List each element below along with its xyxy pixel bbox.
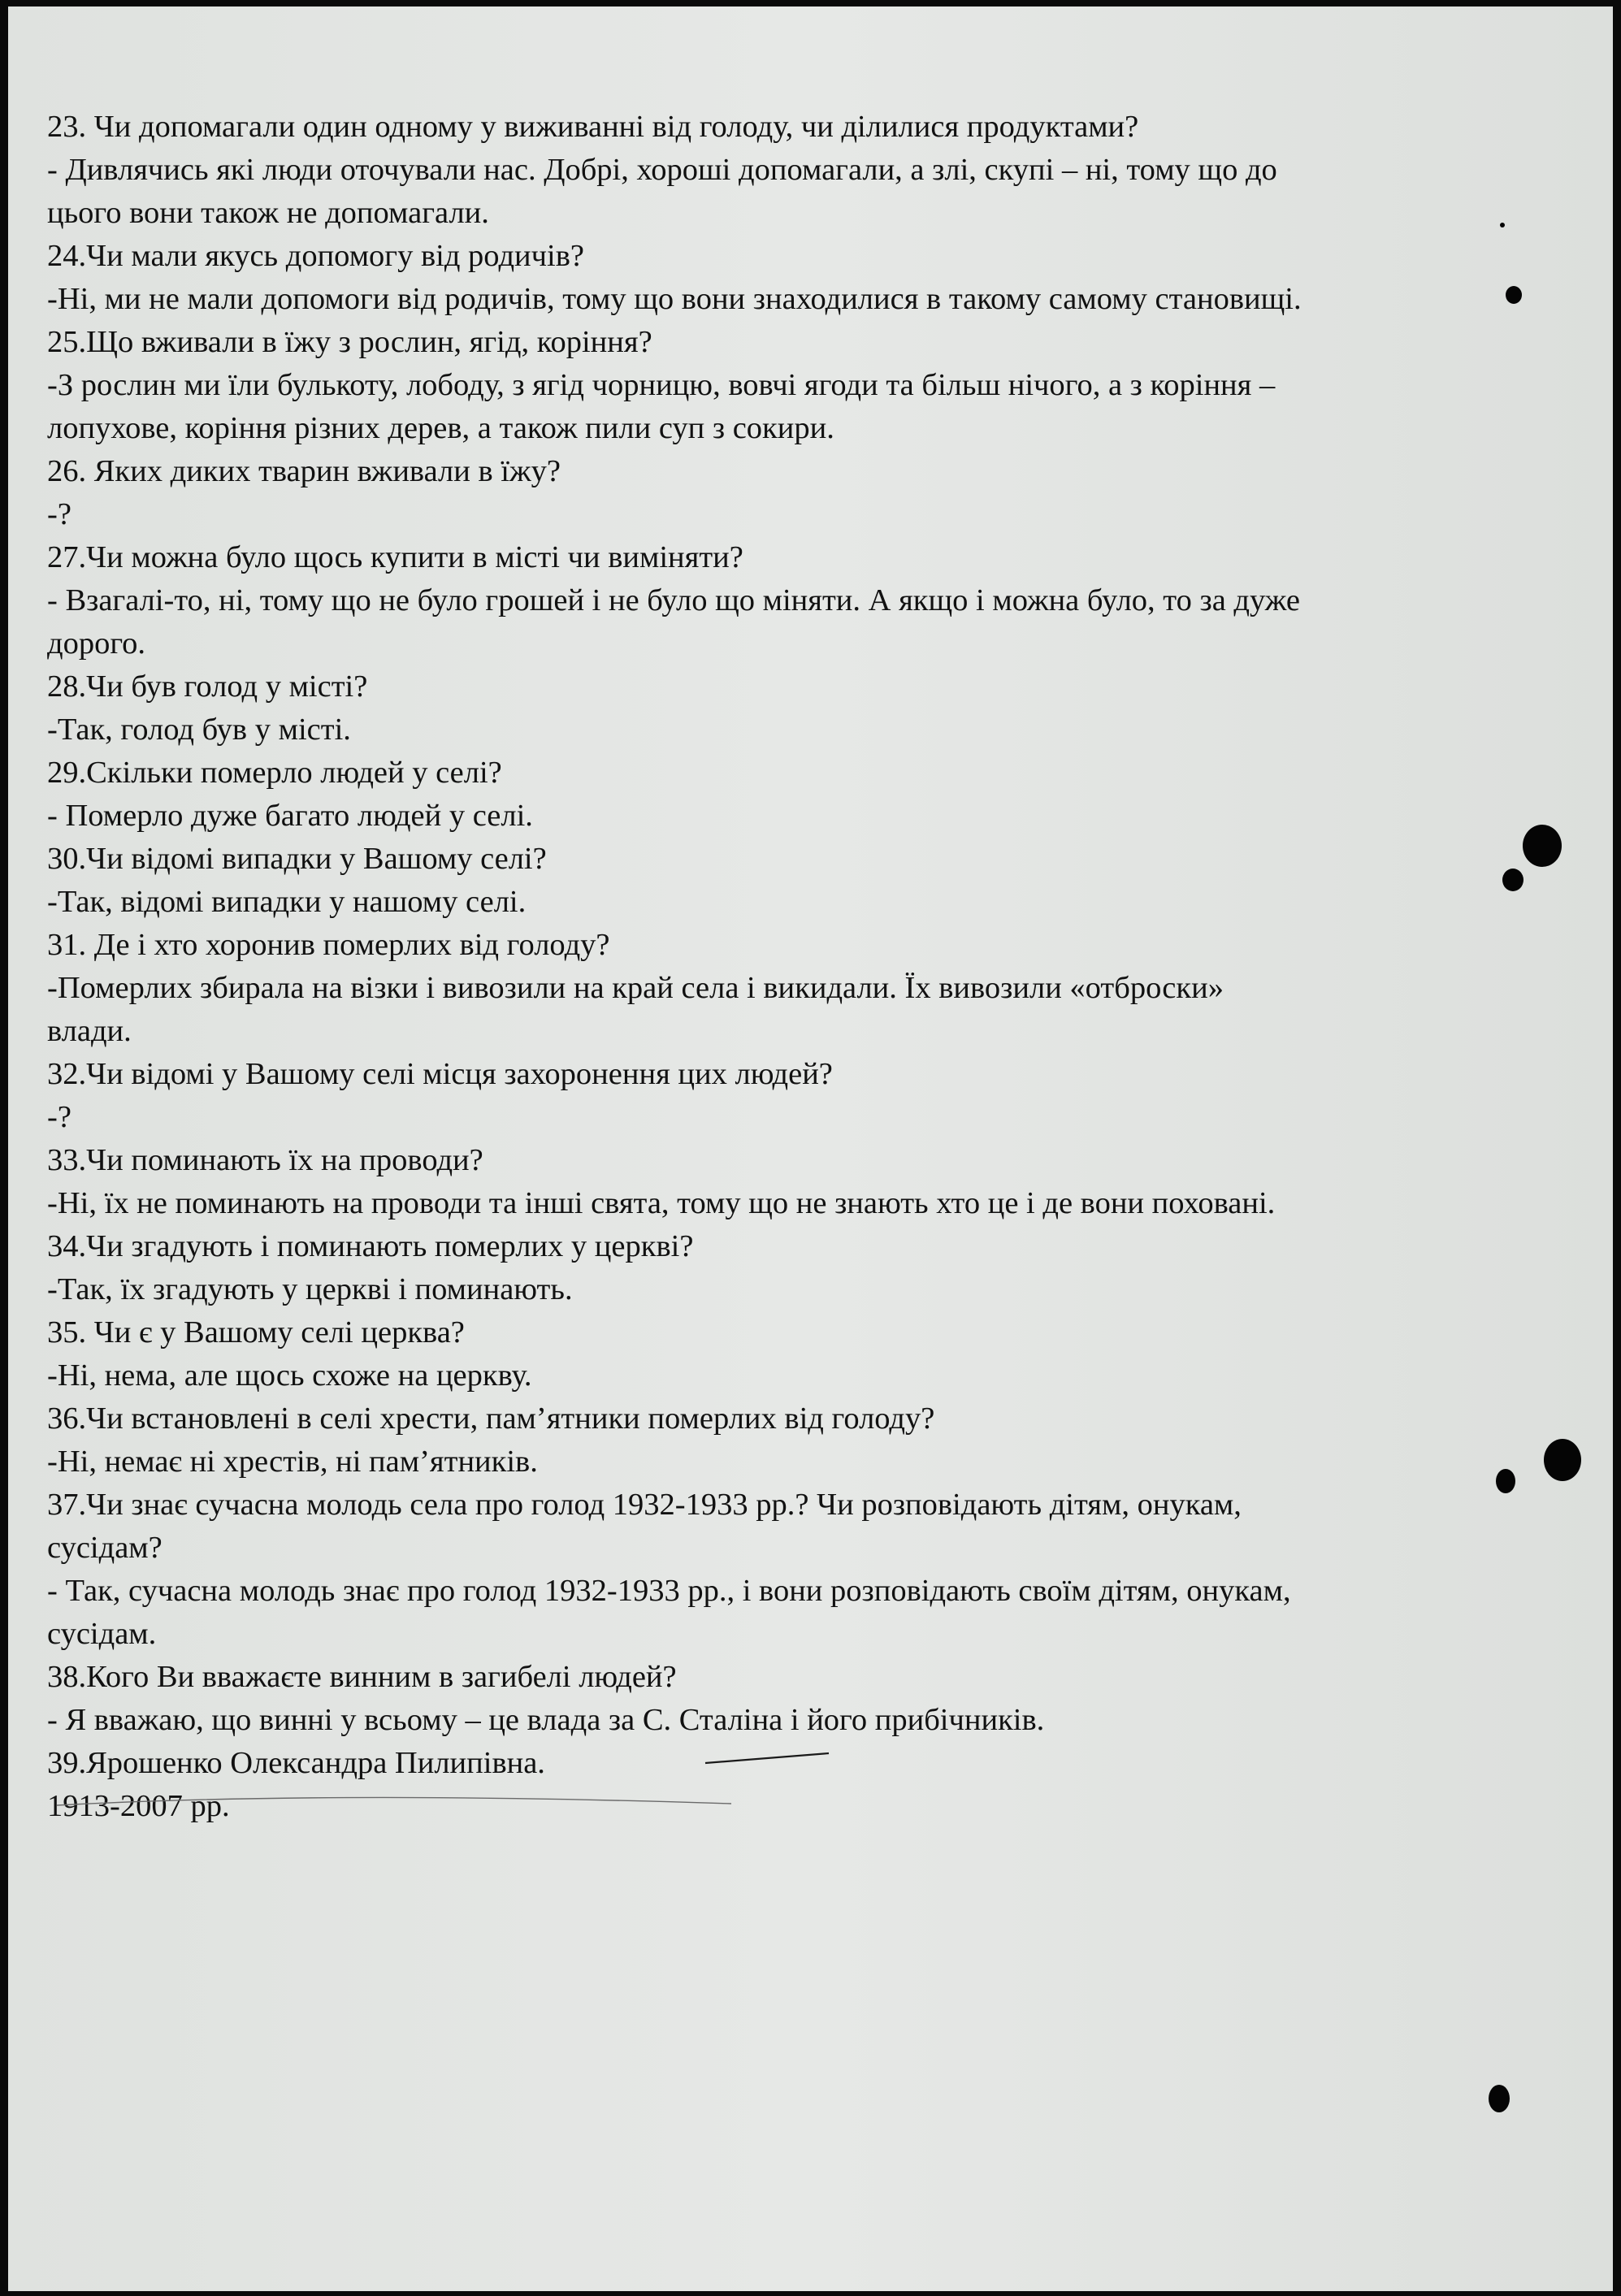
punch-hole [1489, 2085, 1510, 2112]
answer-27-line-1: - Взагалі-то, ні, тому що не було грошей і не було що міняти. А якщо і можна було, то за дуже [47, 583, 1300, 617]
question-31: 31. Де і хто хоронив померлих від голоду? [47, 928, 610, 962]
respondent-name: 39.Ярошенко Олександра Пилипівна. [47, 1746, 545, 1780]
answer-32: -? [47, 1100, 72, 1134]
answer-30: -Так, відомі випадки у нашому селі. [47, 885, 527, 919]
answer-23-line-1: - Дивлячись які люди оточували нас. Добрі, хороші допомагали, а злі, скупі – ні, тому що до [47, 153, 1277, 187]
respondent-years: 1913-2007 рр. [47, 1789, 230, 1823]
document-page [8, 6, 1613, 2291]
question-32: 32.Чи відомі у Вашому селі місця захоронення цих людей? [47, 1057, 833, 1091]
punch-hole [1544, 1439, 1581, 1481]
answer-31-line-1: -Померлих збирала на візки і вивозили на край села і викидали. Їх вивозили «отброски» [47, 971, 1224, 1005]
question-26: 26. Яких диких тварин вживали в їжу? [47, 454, 561, 488]
answer-23-line-2: цього вони також не допомагали. [47, 196, 489, 230]
punch-hole [1496, 1469, 1515, 1493]
question-34: 34.Чи згадують і поминають померлих у церкві? [47, 1229, 694, 1263]
question-23: 23. Чи допомагали один одному у виживанні від голоду, чи ділилися продуктами? [47, 110, 1139, 144]
answer-37-line-1: - Так, сучасна молодь знає про голод 1932-1933 рр., і вони розповідають своїм дітям, онукам, [47, 1574, 1291, 1608]
answer-36: -Ні, немає ні хрестів, ні пам’ятників. [47, 1445, 538, 1479]
question-24: 24.Чи мали якусь допомогу від родичів? [47, 239, 584, 273]
punch-hole [1502, 869, 1523, 891]
answer-26: -? [47, 497, 72, 531]
answer-28: -Так, голод був у місті. [47, 713, 351, 747]
question-28: 28.Чи був голод у місті? [47, 669, 368, 704]
question-35: 35. Чи є у Вашому селі церква? [47, 1315, 465, 1349]
answer-34: -Так, їх згадують у церкві і поминають. [47, 1272, 573, 1306]
question-29: 29.Скільки померло людей у селі? [47, 756, 502, 790]
ink-dot [1500, 223, 1505, 227]
question-36: 36.Чи встановлені в селі хрести, пам’ятники померлих від голоду? [47, 1401, 935, 1436]
answer-35: -Ні, нема, але щось схоже на церкву. [47, 1358, 532, 1393]
punch-hole [1506, 286, 1522, 304]
question-30: 30.Чи відомі випадки у Вашому селі? [47, 842, 547, 876]
punch-hole [1523, 825, 1562, 867]
answer-25-line-2: лопухове, коріння різних дерев, а також пили суп з сокири. [47, 411, 834, 445]
answer-37-line-2: сусідам. [47, 1617, 157, 1651]
question-27: 27.Чи можна було щось купити в місті чи виміняти? [47, 540, 743, 574]
answer-38: - Я вважаю, що винні у всьому – це влада за С. Сталіна і його прибічників. [47, 1703, 1045, 1737]
answer-27-line-2: дорого. [47, 626, 146, 661]
question-37-line-1: 37.Чи знає сучасна молодь села про голод 1932-1933 рр.? Чи розповідають дітям, онукам, [47, 1488, 1242, 1522]
answer-31-line-2: влади. [47, 1014, 132, 1048]
answer-24: -Ні, ми не мали допомоги від родичів, тому що вони знаходилися в такому самому становищі. [47, 282, 1302, 316]
question-33: 33.Чи поминають їх на проводи? [47, 1143, 483, 1177]
answer-25-line-1: -З рослин ми їли булькоту, лободу, з ягід чорницю, вовчі ягоди та більш нічого, а з коріння – [47, 368, 1276, 402]
answer-29: - Померло дуже багато людей у селі. [47, 799, 533, 833]
pen-underline [8, 6, 1613, 2291]
question-38: 38.Кого Ви вважаєте винним в загибелі людей? [47, 1660, 677, 1694]
question-37-line-2: сусідам? [47, 1531, 163, 1565]
question-25: 25.Що вживали в їжу з рослин, ягід, коріння? [47, 325, 652, 359]
answer-33: -Ні, їх не поминають на проводи та інші свята, тому що не знають хто це і де вони поховані. [47, 1186, 1276, 1220]
